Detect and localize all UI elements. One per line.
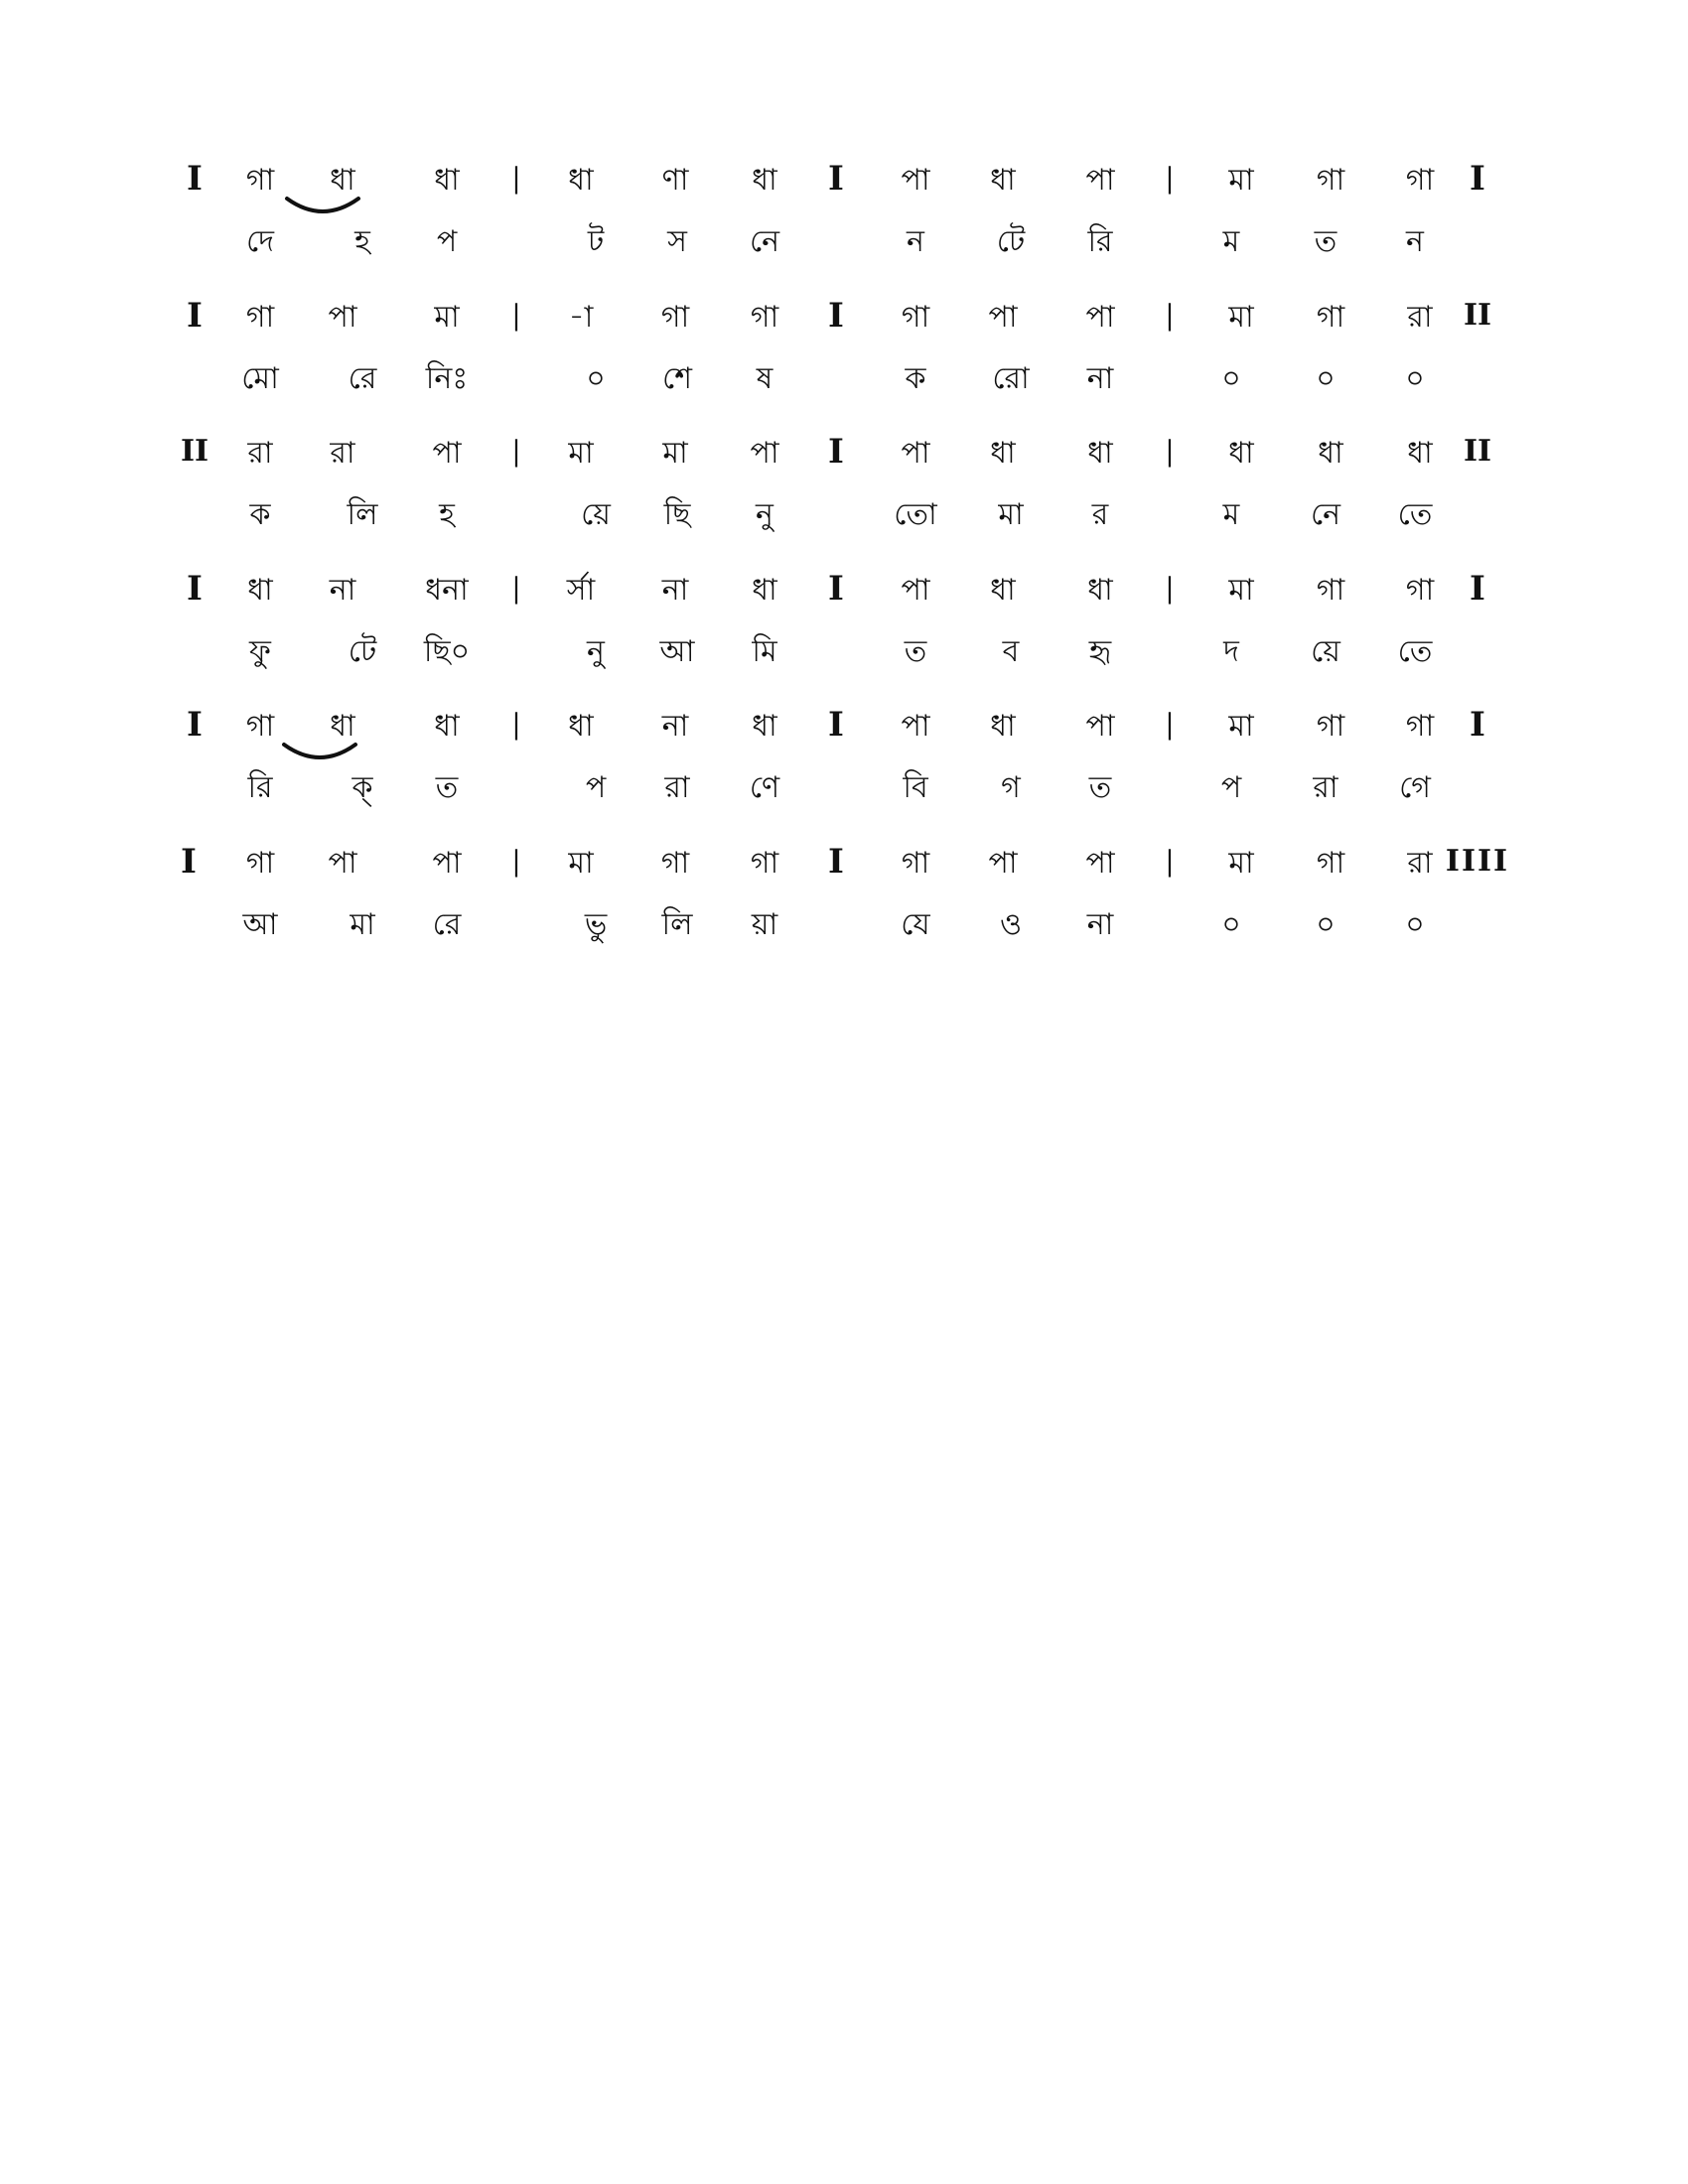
swara-note: রা (1407, 846, 1433, 881)
lyric-syllable: রা (1313, 770, 1338, 805)
swara-note: গা (660, 300, 690, 335)
bar-line: I (187, 159, 203, 199)
swara-note: পা (1085, 709, 1115, 744)
lyric-syllable: প (1220, 770, 1242, 805)
slur-mark (283, 195, 372, 220)
swara-note: না (329, 573, 356, 608)
lyric-syllable: ত (435, 770, 459, 805)
swara-note: রা (1407, 300, 1433, 335)
swara-note: গা (750, 846, 779, 881)
bar-line: I (1470, 159, 1485, 199)
bar-line: I (828, 296, 844, 336)
swara-note: গা (1316, 163, 1345, 198)
bar-line: II (180, 434, 210, 469)
lyric-syllable: ভু (584, 907, 608, 942)
bar-line: I (828, 705, 844, 745)
lyric-syllable: ০ (1316, 907, 1336, 942)
lyric-syllable: ০ (586, 361, 606, 396)
swara-note: ধা (434, 163, 460, 198)
swara-note: র্সা (566, 573, 596, 608)
lyric-syllable: তো (894, 497, 937, 532)
swara-note: গা (245, 709, 275, 744)
lyric-syllable: য়ে (1311, 634, 1340, 669)
swara-note: পা (988, 300, 1018, 335)
swara-note: গা (1316, 846, 1345, 881)
swara-note: পা (901, 163, 930, 198)
lyric-syllable: রি (247, 770, 273, 805)
swara-note: ধা (990, 163, 1016, 198)
swara-note: মা (568, 846, 594, 881)
notation-line (0, 434, 1688, 563)
lyric-syllable: ক্ (352, 770, 373, 805)
lyric-syllable: টে (348, 634, 377, 669)
swara-note: গা (901, 846, 930, 881)
swara-note: পা (901, 436, 930, 471)
swara-note: গা (660, 846, 690, 881)
swara-note: গা (1316, 573, 1345, 608)
swara-note: ধা (330, 163, 355, 198)
bar-line: IIII (1445, 844, 1510, 879)
swara-note: মা (1228, 573, 1254, 608)
swara-note: ধা (330, 709, 355, 744)
swara-note: গা (1316, 709, 1345, 744)
lyric-syllable: ছি০ (423, 634, 471, 669)
lyric-syllable: আ (659, 634, 695, 669)
swara-note: পা (988, 846, 1018, 881)
notation-line (0, 298, 1688, 427)
swara-note: গা (901, 300, 930, 335)
swara-note: মা (568, 436, 594, 471)
lyric-syllable: টে (996, 224, 1026, 259)
lyric-syllable: য়া (751, 907, 778, 942)
swara-note: মা (1228, 709, 1254, 744)
bar-line: II (1463, 298, 1492, 333)
lyric-syllable: হ (354, 224, 370, 259)
bar-line: | (511, 162, 521, 195)
bar-line: | (511, 299, 521, 332)
swara-note: ধা (1407, 436, 1433, 471)
swara-note: ধা (434, 709, 460, 744)
lyric-syllable: ন (907, 224, 924, 259)
lyric-syllable: রো (992, 361, 1030, 396)
lyric-syllable: রি (1087, 224, 1113, 259)
swara-note: পা (901, 709, 930, 744)
lyric-syllable: যে (901, 907, 930, 942)
lyric-syllable: ব (1002, 634, 1020, 669)
lyric-syllable: ণে (749, 770, 780, 805)
swara-note: গা (245, 300, 275, 335)
lyric-syllable: ০ (1221, 907, 1241, 942)
bar-line: | (1165, 845, 1175, 878)
lyric-syllable: দে (246, 224, 274, 259)
lyric-syllable: প (436, 224, 458, 259)
lyric-syllable: রা (664, 770, 690, 805)
swara-note: না (661, 573, 689, 608)
lyric-syllable: ম (1222, 497, 1240, 532)
lyric-syllable: দ (1223, 634, 1239, 669)
lyric-syllable: মো (241, 361, 279, 396)
bar-line: II (1463, 434, 1492, 469)
swara-note: ধা (1087, 436, 1113, 471)
lyric-syllable: নু (756, 497, 774, 532)
swara-note: মা (1228, 846, 1254, 881)
lyric-syllable: লি (347, 497, 378, 532)
swara-note: পা (328, 300, 357, 335)
swara-note: মা (1228, 300, 1254, 335)
lyric-syllable: ত (904, 634, 927, 669)
swara-note: পা (901, 573, 930, 608)
lyric-syllable: না (1086, 361, 1114, 396)
swara-note: পা (328, 846, 357, 881)
lyric-syllable: রে (432, 907, 462, 942)
swara-note: না (661, 709, 689, 744)
lyric-syllable: বি (903, 770, 928, 805)
swara-note: ধা (568, 163, 594, 198)
lyric-syllable: ত (1314, 224, 1337, 259)
swara-note: পা (1085, 846, 1115, 881)
swara-note: পা (1085, 300, 1115, 335)
swara-note: ধা (247, 573, 273, 608)
lyric-syllable: তে (1397, 497, 1433, 532)
notation-line (0, 707, 1688, 836)
swara-note: পা (432, 436, 462, 471)
bar-line: I (828, 842, 844, 882)
lyric-syllable: ন (1406, 224, 1424, 259)
lyric-syllable: নু (587, 634, 605, 669)
swara-note: গা (245, 163, 275, 198)
swara-note: ধা (1087, 573, 1113, 608)
lyric-syllable: ০ (1405, 907, 1425, 942)
lyric-syllable: মা (998, 497, 1024, 532)
bar-line: I (181, 842, 197, 882)
lyric-syllable: রে (348, 361, 377, 396)
swara-note: মা (434, 300, 460, 335)
notation-line (0, 571, 1688, 700)
swara-note: মা (662, 436, 688, 471)
lyric-syllable: নে (749, 224, 780, 259)
bar-line: | (511, 708, 521, 741)
swara-note: মা (1228, 163, 1254, 198)
bar-line: | (511, 845, 521, 878)
lyric-syllable: র (1091, 497, 1109, 532)
swara-note: গা (1405, 573, 1435, 608)
lyric-syllable: আ (242, 907, 278, 942)
swara-note: ধা (752, 573, 777, 608)
bar-line: I (828, 432, 844, 472)
swara-note: -া (568, 300, 594, 335)
lyric-syllable: না (1086, 907, 1114, 942)
bar-line: I (1470, 705, 1485, 745)
swara-note: পা (750, 436, 779, 471)
lyric-syllable: নিঃ (425, 361, 469, 396)
swara-note: রা (247, 436, 273, 471)
lyric-syllable: ছি (663, 497, 691, 532)
swara-note: ধা (568, 709, 594, 744)
swara-note: রা (330, 436, 355, 471)
lyric-syllable: ম (1222, 224, 1240, 259)
lyric-syllable: ক (249, 497, 271, 532)
swara-note: গা (1405, 163, 1435, 198)
notation-line (0, 161, 1688, 290)
lyric-syllable: ও (999, 907, 1023, 942)
lyric-syllable: ০ (1221, 361, 1241, 396)
swara-note: গা (750, 300, 779, 335)
notation-line (0, 844, 1688, 973)
bar-line: I (187, 296, 203, 336)
bar-line: I (828, 569, 844, 609)
lyric-syllable: ০ (1316, 361, 1336, 396)
lyric-syllable: মা (350, 907, 375, 942)
lyric-syllable: য়ে (581, 497, 611, 532)
lyric-syllable: শে (662, 361, 692, 396)
bar-line: | (1165, 299, 1175, 332)
swara-note: ধা (752, 709, 777, 744)
swara-note: ধা (990, 436, 1016, 471)
lyric-syllable: গে (1399, 770, 1431, 805)
lyric-syllable: ক (905, 361, 926, 396)
lyric-syllable: হৃ (1088, 634, 1112, 669)
swara-note: ধা (990, 573, 1016, 608)
swara-note: ধা (1228, 436, 1254, 471)
lyric-syllable: হ (439, 497, 455, 532)
swara-note: গা (1405, 709, 1435, 744)
lyric-syllable: ০ (1405, 361, 1425, 396)
bar-line: I (1470, 569, 1485, 609)
swara-note: ধা (752, 163, 777, 198)
bar-line: | (1165, 708, 1175, 741)
swara-note: গা (1316, 300, 1345, 335)
lyric-syllable: স (667, 224, 687, 259)
lyric-syllable: গ (1001, 770, 1021, 805)
lyric-syllable: ফু (249, 634, 271, 669)
lyric-syllable: লি (661, 907, 693, 942)
bar-line: I (187, 569, 203, 609)
bar-line: | (511, 435, 521, 468)
bar-line: I (187, 705, 203, 745)
lyric-syllable: ষ (756, 361, 774, 396)
lyric-syllable: ট (587, 224, 605, 259)
bar-line: | (1165, 572, 1175, 605)
bar-line: | (1165, 435, 1175, 468)
bar-line: | (1165, 162, 1175, 195)
lyric-syllable: ত (1088, 770, 1112, 805)
swara-note: পা (1085, 163, 1115, 198)
lyric-syllable: মি (752, 634, 777, 669)
swara-note: ধা (990, 709, 1016, 744)
swara-note: ধা (1318, 436, 1343, 471)
swara-note: গা (245, 846, 275, 881)
bar-line: I (828, 159, 844, 199)
swara-note: পা (432, 846, 462, 881)
lyric-syllable: নে (1310, 497, 1341, 532)
bar-line: | (511, 572, 521, 605)
swara-note: ণা (661, 163, 689, 198)
swara-note: ধনা (425, 573, 469, 608)
lyric-syllable: তে (1397, 634, 1433, 669)
lyric-syllable: প (585, 770, 607, 805)
slur-mark (280, 741, 369, 766)
